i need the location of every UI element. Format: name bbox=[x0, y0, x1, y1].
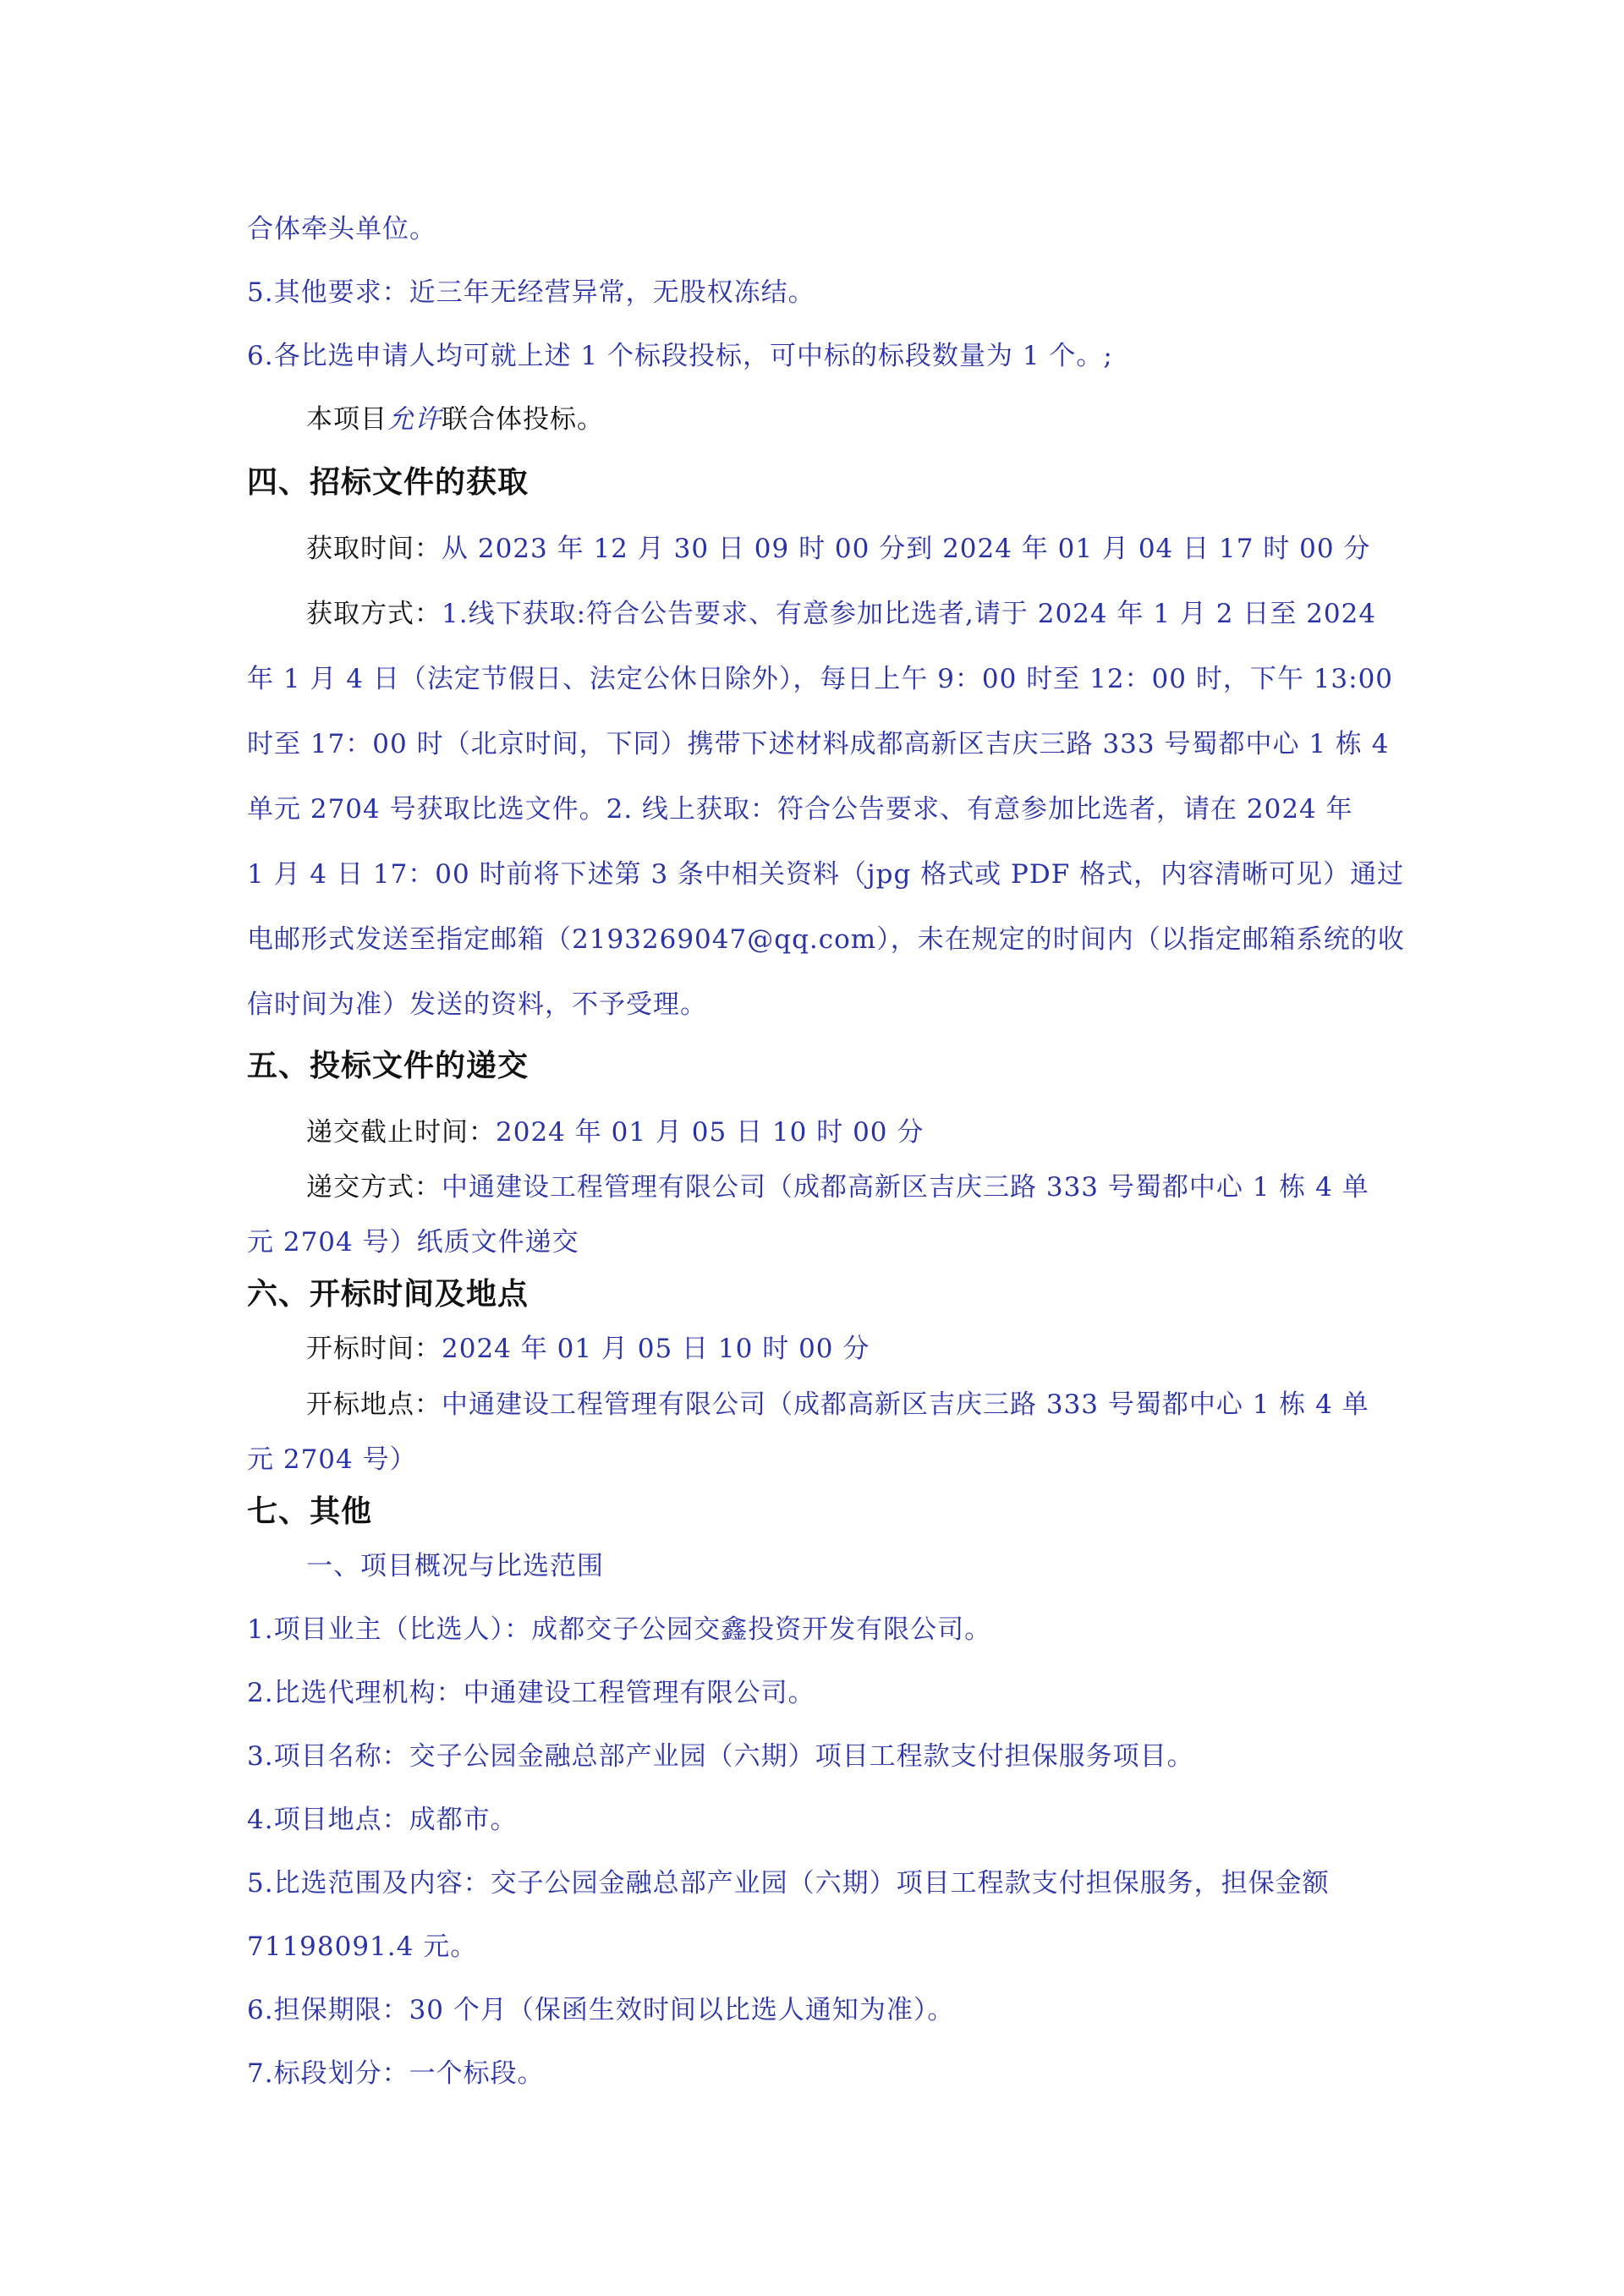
paragraph-line: 7.标段划分：一个标段。 bbox=[247, 2058, 545, 2089]
paragraph-line: 信时间为准）发送的资料，不予受理。 bbox=[247, 989, 707, 1020]
section-heading: 六、开标时间及地点 bbox=[247, 1277, 529, 1312]
text-value: 2024 年 01 月 05 日 10 时 00 分 bbox=[496, 1117, 924, 1148]
text-segment: 联合体投标。 bbox=[442, 404, 604, 435]
section-heading: 七、其他 bbox=[247, 1494, 373, 1529]
paragraph-line bbox=[306, 1331, 1391, 1367]
text-value: 2024 年 01 月 05 日 10 时 00 分 bbox=[442, 1334, 870, 1364]
text-label: 获取时间： bbox=[306, 534, 442, 564]
text-segment: 本项目 bbox=[306, 404, 387, 435]
text-label: 开标地点： bbox=[306, 1389, 442, 1420]
paragraph-line: 单元 2704 号获取比选文件。2. 线上获取：符合公告要求、有意参加比选者，请在 2024 年 bbox=[247, 794, 1353, 825]
paragraph-line: 元 2704 号）纸质文件递交 bbox=[247, 1227, 579, 1258]
text-value: 从 2023 年 12 月 30 日 09 时 00 分到 2024 年 01 月 04 日 17 时 00 分 bbox=[442, 534, 1371, 564]
text-value: 1.线下获取:符合公告要求、有意参加比选者,请于 2024 年 1 月 2 日至 2024 bbox=[442, 599, 1377, 629]
paragraph-line: 6.担保期限：30 个月（保函生效时间以比选人通知为准）。 bbox=[247, 1995, 955, 2025]
section-heading: 四、招标文件的获取 bbox=[247, 465, 529, 500]
paragraph-line: 元 2704 号） bbox=[247, 1444, 417, 1475]
text-label: 递交截止时间： bbox=[306, 1117, 496, 1148]
paragraph-line: 年 1 月 4 日（法定节假日、法定公休日除外），每日上午 9：00 时至 12：00 时，下午 13:00 bbox=[247, 664, 1394, 694]
section-heading: 五、投标文件的递交 bbox=[247, 1049, 529, 1083]
paragraph-line bbox=[306, 402, 1391, 437]
paragraph-line: 电邮形式发送至指定邮箱（2193269047@qq.com），未在规定的时间内（以指定邮箱系统的收 bbox=[247, 924, 1405, 955]
paragraph-line: 4.项目地点：成都市。 bbox=[247, 1805, 518, 1835]
paragraph-line: 71198091.4 元。 bbox=[247, 1932, 478, 1962]
paragraph-line: 一、项目概况与比选范围 bbox=[306, 1551, 604, 1581]
paragraph-line: 1.项目业主（比选人）：成都交子公园交鑫投资开发有限公司。 bbox=[247, 1614, 992, 1645]
paragraph-line: 5.比选范围及内容：交子公园金融总部产业园（六期）项目工程款支付担保服务，担保金额 bbox=[247, 1868, 1330, 1899]
text-label: 递交方式： bbox=[306, 1172, 442, 1203]
text-value: 中通建设工程管理有限公司（成都高新区吉庆三路 333 号蜀都中心 1 栋 4 单 bbox=[442, 1389, 1369, 1420]
paragraph-line: 2.比选代理机构：中通建设工程管理有限公司。 bbox=[247, 1678, 815, 1708]
text-label: 开标时间： bbox=[306, 1334, 442, 1364]
paragraph-line: 1 月 4 日 17：00 时前将下述第 3 条中相关资料（jpg 格式或 PDF 格式，内容清晰可见）通过 bbox=[247, 859, 1405, 890]
paragraph-line: 5.其他要求：近三年无经营异常，无股权冻结。 bbox=[247, 277, 815, 308]
text-label: 获取方式： bbox=[306, 599, 442, 629]
paragraph-line: 3.项目名称：交子公园金融总部产业园（六期）项目工程款支付担保服务项目。 bbox=[247, 1741, 1194, 1772]
text-value: 中通建设工程管理有限公司（成都高新区吉庆三路 333 号蜀都中心 1 栋 4 单 bbox=[442, 1172, 1369, 1203]
paragraph-line bbox=[306, 531, 1391, 567]
paragraph-line bbox=[306, 1170, 1391, 1205]
paragraph-line bbox=[306, 1387, 1391, 1422]
paragraph-line: 6.各比选申请人均可就上述 1 个标段投标，可中标的标段数量为 1 个。; bbox=[247, 341, 1113, 371]
paragraph-line: 时至 17：00 时（北京时间，下同）携带下述材料成都高新区吉庆三路 333 号蜀都中心 1 栋 4 bbox=[247, 729, 1390, 759]
text-segment-emphasis: 允许 bbox=[387, 404, 442, 435]
paragraph-line: 合体牵头单位。 bbox=[247, 214, 436, 244]
paragraph-line bbox=[306, 1115, 1391, 1150]
paragraph-line bbox=[306, 596, 1391, 632]
